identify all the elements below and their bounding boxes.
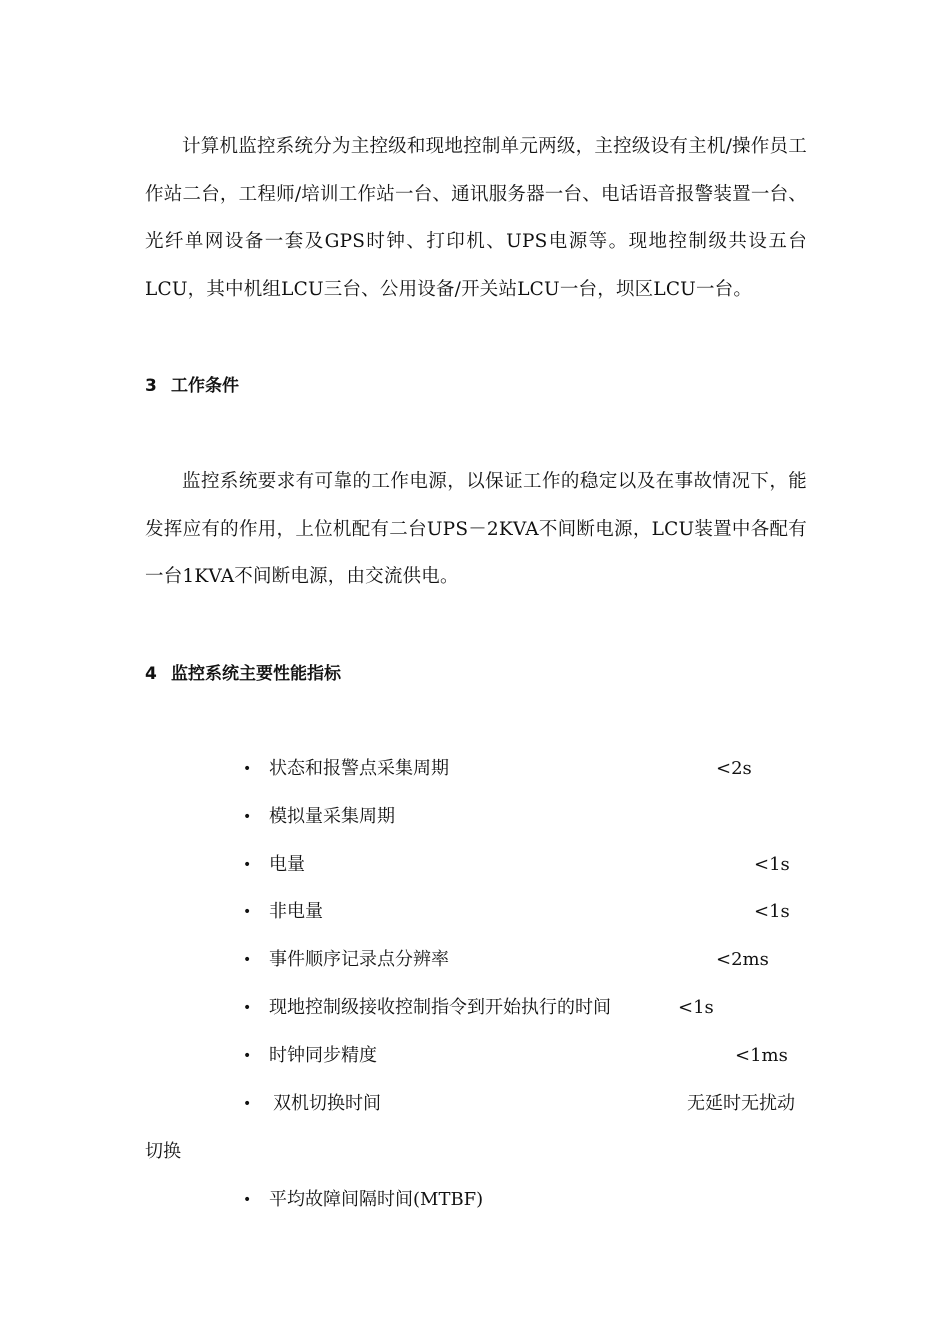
bullet-icon: • [243,1048,252,1064]
spec-value: <2ms [716,949,769,970]
section-number: 3 [145,376,157,396]
spec-value-continuation: 切换 [145,1141,181,1162]
spec-value: <2s [716,758,752,779]
spec-label: 时钟同步精度 [269,1045,377,1066]
spec-label: 非电量 [269,901,323,922]
bullet-icon: • [243,904,252,920]
section-number: 4 [145,664,157,684]
bullet-icon: • [243,952,252,968]
section-heading-working-conditions [145,374,239,398]
spec-label: 双机切换时间 [273,1093,381,1114]
spec-value: <1s [678,997,714,1018]
spec-value: <1ms [735,1045,788,1066]
spec-label: 状态和报警点采集周期 [269,758,449,779]
bullet-icon: • [243,761,252,777]
bullet-icon: • [243,1000,252,1016]
spec-value: 无延时无扰动 [687,1093,795,1114]
spec-label: 模拟量采集周期 [269,806,395,827]
spec-value: <1s [754,854,790,875]
section-title: 监控系统主要性能指标 [171,664,341,684]
bullet-icon: • [243,1096,252,1112]
spec-label: 平均故障间隔时间(MTBF) [269,1189,484,1210]
section-heading-performance-indicators [145,662,341,686]
power-paragraph: 监控系统要求有可靠的工作电源，以保证工作的稳定以及在事故情况下，能发挥应有的作用，上位机配有二台UPS－2KVA不间断电源，LCU装置中各配有一台1KVA不间断电源，由交流供电。 [145,471,807,587]
bullet-icon: • [243,1192,252,1208]
spec-label: 现地控制级接收控制指令到开始执行的时间 [269,997,611,1018]
bullet-icon: • [243,809,252,825]
spec-value: <1s [754,901,790,922]
bullet-icon: • [243,857,252,873]
section-title: 工作条件 [171,376,239,396]
intro-paragraph: 计算机监控系统分为主控级和现地控制单元两级，主控级设有主机/操作员工作站二台，工程师/培训工作站一台、通讯服务器一台、电话语音报警装置一台、光纤单网设备一套及GPS时钟、打印机、UPS电源等。现地控制级共设五台LCU，其中机组LCU三台、公用设备/开关站LCU一台，坝区LCU一台。 [145,136,807,300]
spec-label: 事件顺序记录点分辨率 [269,949,449,970]
spec-label: 电量 [269,854,305,875]
